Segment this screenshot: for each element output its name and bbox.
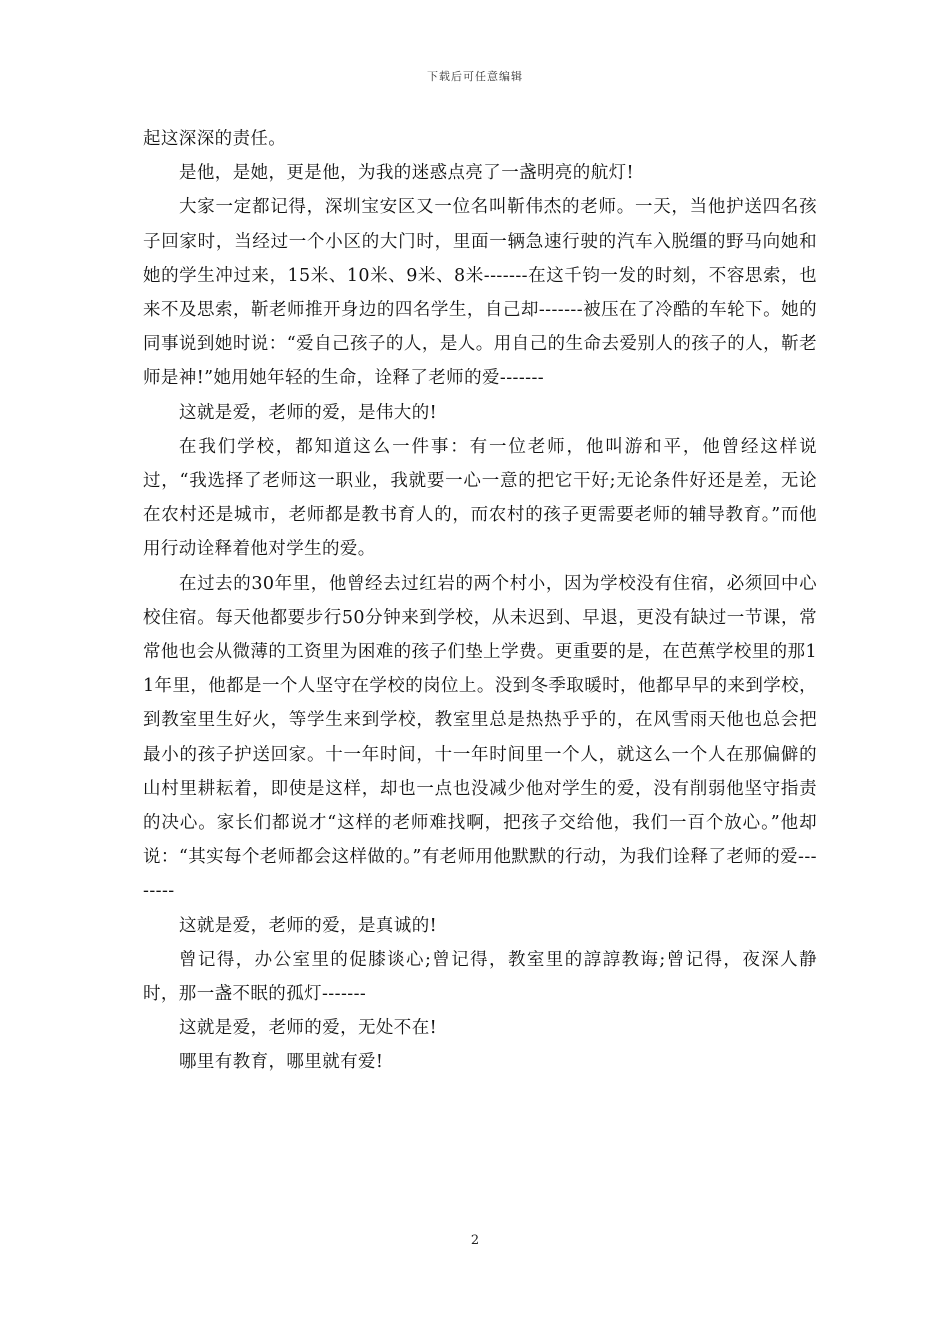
paragraph: 是他，是她，更是他，为我的迷惑点亮了一盏明亮的航灯!	[179, 163, 634, 184]
paragraph: 曾记得，办公室里的促膝谈心;曾记得，教室里的諄諄教诲;曾记得，夜深人静时，那一盏不眠的孤灯-------	[143, 949, 817, 1005]
document-body	[143, 122, 817, 1080]
paragraph: 起这深深的责任。	[143, 129, 287, 149]
paragraph: 哪里有教育，哪里就有爱!	[179, 1052, 384, 1073]
paragraph: 在过去的30年里，他曾经去过红岩的两个村小，因为学校没有住宿，必须回中心校住宿。每天他都要步行50分钟来到学校，从未迟到、早退，更没有缺过一节课，常常他也会从微薄的工资里为困难的孩子们垫上学费。更重要的是，在芭蕉学校里的那11年里，他都是一个人坚守在学校的岗位上。没到冬季取暖时，他都早早的来到学校，到教室里生好火，等学生来到学校，教室里总是热热乎乎的，在风雪雨天他也总会把最小的孩子护送回家。十一年时间，十一年时间里一个人，就这么一个人在那偏僻的山村里耕耘着，即使是这样，却也一点也没减少他对学生的爱，没有削弱他坚守指责的决心。家长们都说才“这样的老师难找啊，把孩子交给他，我们一百个放心。”他却说：“其实每个老师都会这样做的。”有老师用他默默的行动，为我们诠释了老师的爱--------	[143, 573, 817, 902]
paragraph: 大家一定都记得，深圳宝安区又一位名叫靳伟杰的老师。一天，当他护送四名孩子回家时，当经过一个小区的大门时，里面一辆急速行驶的汽车入脱缰的野马向她和她的学生冲过来，15米、10米、9米、8米-------在这千钧一发的时刻，不容思索，也来不及思索，靳老师推开身边的四名学生，自己却-------被压在了冷酷的车轮下。她的同事说到她时说：“爱自己孩子的人，是人。用自己的生命去爱别人的孩子的人，靳老师是神!”她用她年轻的生命，诠释了老师的爱-------	[143, 197, 817, 389]
paragraph: 这就是爱，老师的爱，是真诚的!	[179, 915, 438, 936]
page-number: 2	[470, 1233, 480, 1248]
paragraph: 这就是爱，老师的爱，是伟大的!	[179, 402, 438, 423]
paragraph: 这就是爱，老师的爱，无处不在!	[179, 1018, 438, 1039]
paragraph: 在我们学校，都知道这么一件事：有一位老师，他叫游和平，他曾经这样说过，“我选择了老师这一职业，我就要一心一意的把它干好;无论条件好还是差，无论在农村还是城市，老师都是教书育人的，而农村的孩子更需要老师的辅导教育。”而他用行动诠释着他对学生的爱。	[143, 436, 817, 560]
page-header: 下载后可任意编辑	[427, 70, 523, 83]
